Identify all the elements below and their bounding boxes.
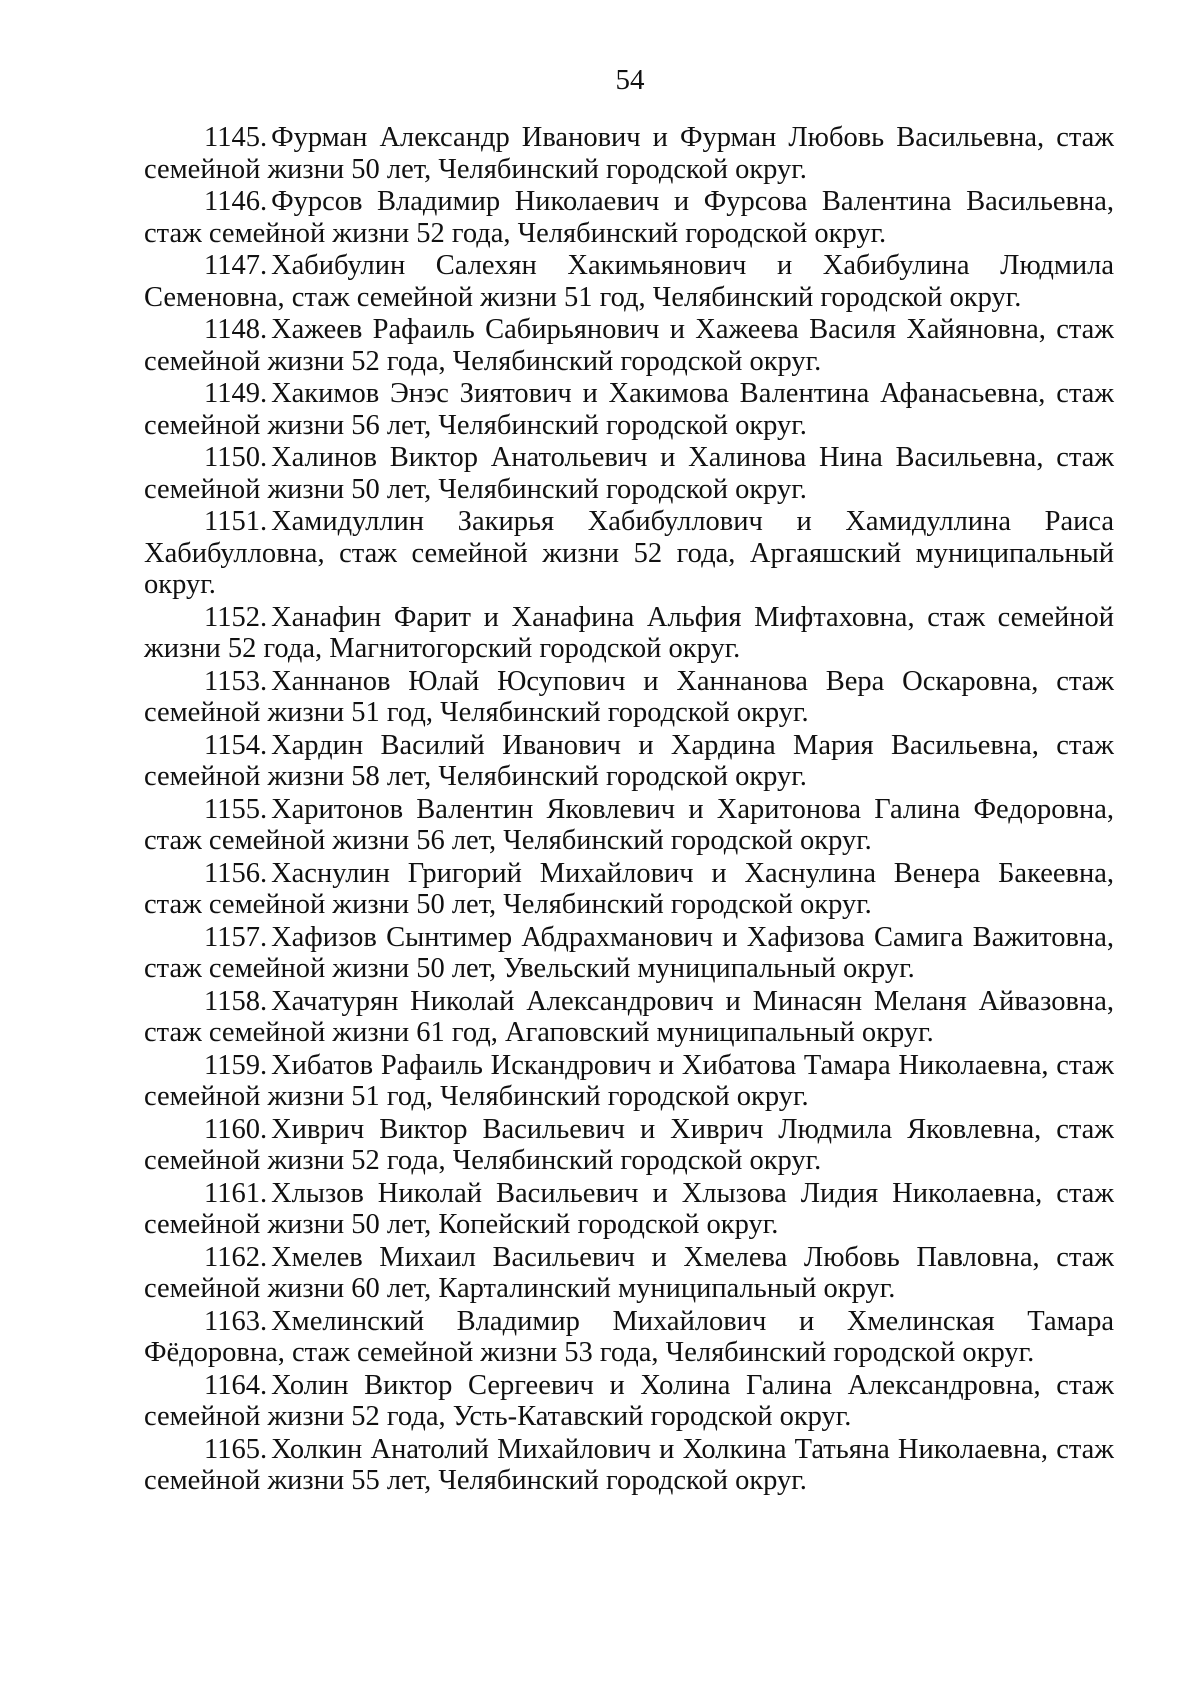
list-item [144,986,1114,1049]
list-item [144,442,1114,505]
list-item [144,666,1114,729]
list-item [144,122,1114,185]
entry-text: Хмелев Михаил Васильевич и Хмелева Любовь Павловна, стаж семейной жизни 60 лет, Карталинский муниципальный округ. [144,1241,1114,1304]
entry-text: Хмелинский Владимир Михайлович и Хмелинская Тамара Фёдоровна, стаж семейной жизни 53 года, Челябинский городской округ. [144,1305,1114,1368]
entry-number: 1160. [204,1113,268,1145]
entry-number: 1158. [204,985,268,1017]
entry-list [144,122,1114,1498]
list-item [144,1242,1114,1305]
entry-text: Хаснулин Григорий Михайлович и Хаснулина Венера Бакеевна, стаж семейной жизни 50 лет, Челябинский городской округ. [144,857,1114,920]
list-item [144,1050,1114,1113]
list-item [144,186,1114,249]
entry-text: Харитонов Валентин Яковлевич и Харитонова Галина Федоровна, стаж семейной жизни 56 лет, Челябинский городской округ. [144,793,1114,856]
entry-number: 1162. [204,1241,268,1273]
entry-text: Хибатов Рафаиль Искандрович и Хибатова Тамара Николаевна, стаж семейной жизни 51 год, Челябинский городской округ. [144,1049,1114,1112]
entry-text: Хачатурян Николай Александрович и Минасян Меланя Айвазовна, стаж семейной жизни 61 год, Агаповский муниципальный округ. [144,985,1114,1048]
list-item [144,314,1114,377]
entry-text: Хардин Василий Иванович и Хардина Мария Васильевна, стаж семейной жизни 58 лет, Челябинский городской округ. [144,729,1114,792]
entry-number: 1150. [204,442,268,473]
list-item [144,922,1114,985]
entry-number: 1163. [204,1305,268,1337]
entry-text: Холкин Анатолий Михайлович и Холкина Татьяна Николаевна, стаж семейной жизни 55 лет, Челябинский городской округ. [144,1433,1114,1496]
entry-text: Хакимов Энэс Зиятович и Хакимова Валентина Афанасьевна, стаж семейной жизни 56 лет, Челябинский городской округ. [144,378,1114,441]
entry-number: 1159. [204,1049,268,1081]
list-item [144,1434,1114,1497]
list-item [144,1114,1114,1177]
entry-text: Фурман Александр Иванович и Фурман Любовь Васильевна, стаж семейной жизни 50 лет, Челябинский городской округ. [144,122,1114,185]
entry-text: Хафизов Сынтимер Абдрахманович и Хафизова Самига Важитовна, стаж семейной жизни 50 лет, Увельский муниципальный округ. [144,921,1114,984]
list-item [144,1306,1114,1369]
entry-number: 1165. [204,1433,268,1465]
entry-number: 1161. [204,1177,268,1209]
list-item [144,378,1114,441]
list-item [144,794,1114,857]
list-item [144,730,1114,793]
entry-number: 1155. [204,793,268,825]
entry-number: 1154. [204,729,268,761]
entry-number: 1146. [204,186,268,217]
list-item [144,1178,1114,1241]
entry-number: 1157. [204,921,268,953]
entry-number: 1149. [204,378,268,409]
entry-number: 1156. [204,857,268,889]
entry-number: 1164. [204,1369,268,1401]
entry-number: 1151. [204,506,268,537]
list-item [144,506,1114,601]
entry-number: 1152. [204,601,268,633]
entry-number: 1148. [204,314,268,345]
entry-number: 1147. [204,250,268,281]
entry-text: Хиврич Виктор Васильевич и Хиврич Людмила Яковлевна, стаж семейной жизни 52 года, Челябинский городской округ. [144,1113,1114,1176]
entry-text: Хажеев Рафаиль Сабирьянович и Хажеева Василя Хайяновна, стаж семейной жизни 52 года, Челябинский городской округ. [144,314,1114,377]
page-number: 54 [615,64,645,96]
entry-text: Холин Виктор Сергеевич и Холина Галина Александровна, стаж семейной жизни 52 года, Усть-Катавский городской округ. [144,1369,1114,1432]
entry-text: Ханафин Фарит и Ханафина Альфия Мифтаховна, стаж семейной жизни 52 года, Магнитогорский городской округ. [144,601,1114,664]
entry-text: Халинов Виктор Анатольевич и Халинова Нина Васильевна, стаж семейной жизни 50 лет, Челябинский городской округ. [144,442,1114,505]
entry-text: Хлызов Николай Васильевич и Хлызова Лидия Николаевна, стаж семейной жизни 50 лет, Копейский городской округ. [144,1177,1114,1240]
entry-text: Хамидуллин Закирья Хабибуллович и Хамидуллина Раиса Хабибулловна, стаж семейной жизни 52 года, Аргаяшский муниципальный округ. [144,506,1114,600]
entry-text: Фурсов Владимир Николаевич и Фурсова Валентина Васильевна, стаж семейной жизни 52 года, Челябинский городской округ. [144,186,1114,249]
entry-text: Хабибулин Салехян Хакимьянович и Хабибулина Людмила Семеновна, стаж семейной жизни 51 год, Челябинский городской округ. [144,250,1114,313]
entry-text: Ханнанов Юлай Юсупович и Ханнанова Вера Оскаровна, стаж семейной жизни 51 год, Челябинский городской округ. [144,665,1114,728]
list-item [144,250,1114,313]
entry-number: 1153. [204,665,268,697]
entry-number: 1145. [204,122,268,153]
list-item [144,858,1114,921]
list-item [144,1370,1114,1433]
list-item [144,602,1114,665]
